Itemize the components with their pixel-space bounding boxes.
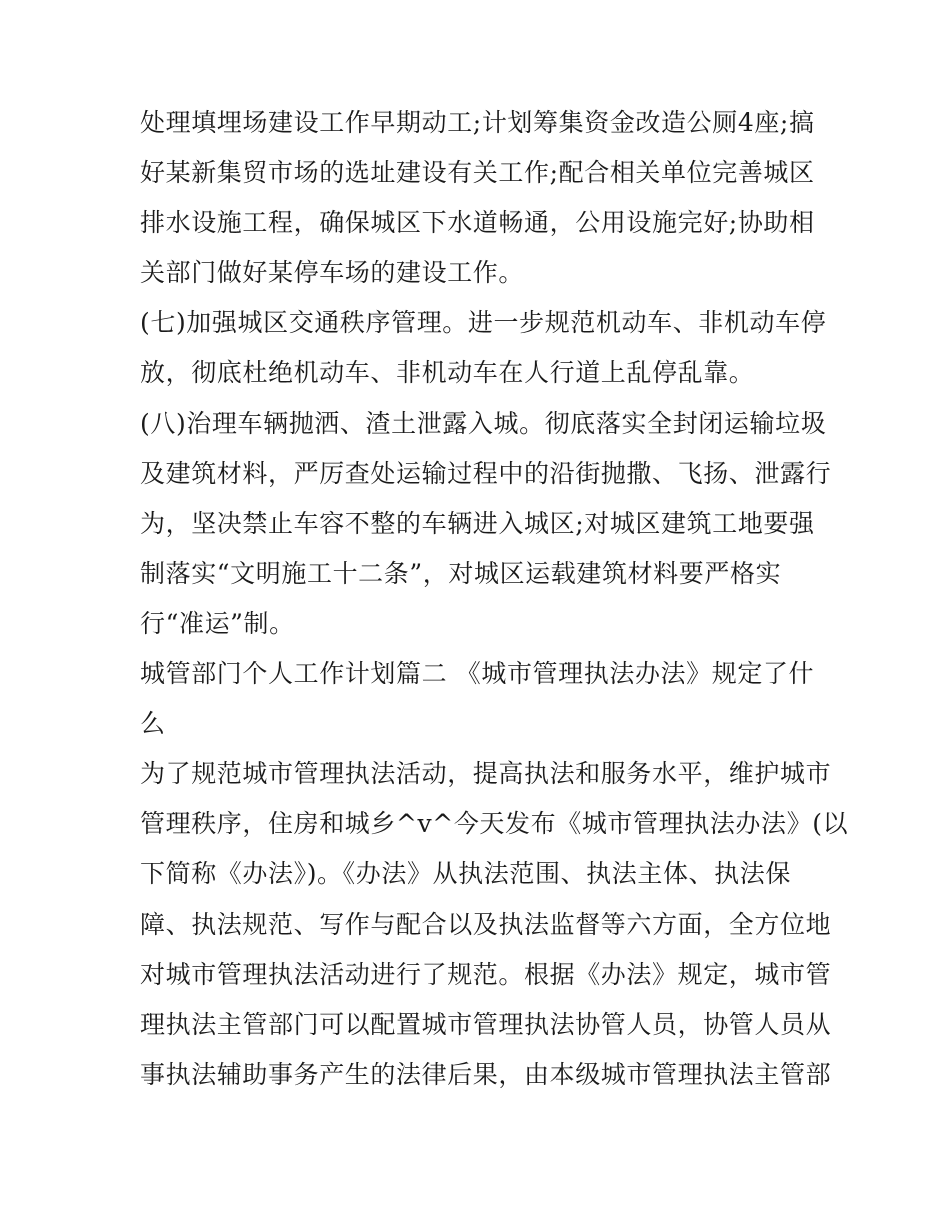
- text-line: 对城市管理执法活动进行了规范。根据《办法》规定，城市管: [140, 959, 832, 989]
- text-line: 关部门做好某停车场的建设工作。: [140, 258, 525, 288]
- text-line: (七)加强城区交通秩序管理。进一步规范机动车、非机动车停: [140, 308, 827, 338]
- text-line: (八)治理车辆抛洒、渣土泄露入城。彻底落实全封闭运输垃圾: [140, 408, 827, 438]
- section-heading: 么: [140, 709, 166, 739]
- text-line: 管理秩序，住房和城乡^v^今天发布《城市管理执法办法》(以: [140, 809, 849, 839]
- text-line: 障、执法规范、写作与配合以及执法监督等六方面，全方位地: [140, 909, 832, 939]
- document-body: [140, 108, 849, 1110]
- text-line: 事执法辅助事务产生的法律后果，由本级城市管理执法主管部: [140, 1059, 832, 1089]
- text-line: 好某新集贸市场的选址建设有关工作;配合相关单位完善城区: [140, 158, 815, 188]
- text-line: 为，坚决禁止车容不整的车辆进入城区;对城区建筑工地要强: [140, 508, 815, 538]
- text-line: 放，彻底杜绝机动车、非机动车在人行道上乱停乱靠。: [140, 358, 755, 388]
- text-line: 排水设施工程，确保城区下水道畅通，公用设施完好;协助相: [140, 208, 815, 238]
- text-line: 理执法主管部门可以配置城市管理执法协管人员，协管人员从: [140, 1009, 832, 1039]
- text-line: 处理填埋场建设工作早期动工;计划筹集资金改造公厕4座;搞: [140, 108, 815, 137]
- text-line: 及建筑材料，严厉查处运输过程中的沿街抛撒、飞扬、泄露行: [140, 458, 832, 488]
- text-line: 制落实“文明施工十二条”，对城区运载建筑材料要严格实: [140, 558, 782, 588]
- text-line: 为了规范城市管理执法活动，提高执法和服务水平，维护城市: [140, 759, 832, 789]
- text-line: 行“准运”制。: [140, 608, 295, 638]
- section-heading: 城管部门个人工作计划篇二 《城市管理执法办法》规定了什: [140, 659, 815, 689]
- text-line: 下简称《办法》)。《办法》从执法范围、执法主体、执法保: [140, 859, 791, 889]
